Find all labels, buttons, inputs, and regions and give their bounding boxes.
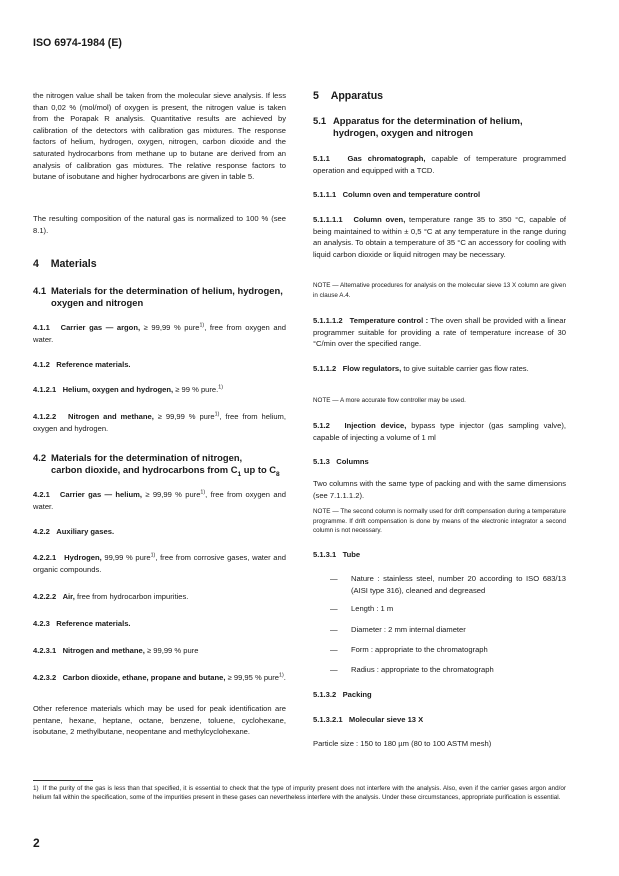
- footnote: 1) If the purity of the gas is less than that specified, it is essential to check that the type of impurity present does not interfere with the analysis. Also, even if the carrier gases argon and/or helium fall within the specification, some of the impurities present in these gases can nevertheless interfere with the analysis. Under these circumstances, appropriate purification is essential.: [33, 785, 567, 802]
- tube-item-nature: — Nature : stainless steel, number 20 according to ISO 683/13 (AISI type 316), cleaned and degreased: [330, 574, 566, 595]
- section-4-1-2-2: 4.1.2.2 Nitrogen and methane, ≥ 99,99 % pure$^{1)}$, free from helium, oxygen and hydrogen.: [33, 411, 286, 433]
- section-4-2-1: 4.2.1 Carrier gas — helium, ≥ 99,99 % pure$^{1)}$, free from oxygen and water.: [33, 489, 286, 511]
- columns-paragraph: Two columns with the same type of packing and with the same dimensions (see 7.1.1.1.2).: [313, 479, 566, 500]
- page-number: 2: [33, 836, 40, 850]
- section-4-1-2: 4.1.2 Reference materials.: [33, 360, 131, 369]
- section-5-heading: 5 Apparatus: [313, 90, 384, 102]
- section-5-1-3-2-1: 5.1.3.2.1 Molecular sieve 13 X: [313, 715, 424, 724]
- section-5-1-2: 5.1.2 Injection device, bypass type injector (gas sampling valve), capable of injecting a volume of 1 ml: [313, 421, 566, 442]
- section-5-1-1-1-1: 5.1.1.1.1 Column oven, temperature range 35 to 350 °C, capable of being maintained to within ± 0,5 °C at any temperature in the range during an analysis. To obtain a temperature of 35 °C an accessory for cooling with liquid carbon dioxide or liquid nitrogen may be necessary.: [313, 215, 566, 259]
- section-4-1-2-1: 4.1.2.1 Helium, oxygen and hydrogen, ≥ 99 % pure.$^{1)}$: [33, 384, 224, 394]
- tube-item-radius: — Radius : appropriate to the chromatograph: [330, 665, 494, 674]
- section-4-2-2-2: 4.2.2.2 Air, free from hydrocarbon impurities.: [33, 592, 189, 601]
- footnote-rule: [33, 780, 93, 781]
- section-4-2-2-1: 4.2.2.1 Hydrogen, 99,99 % pure$^{1)}$, free from corrosive gases, water and organic compounds.: [33, 552, 286, 574]
- note-second-column: NOTE — The second column is normally used for drift compensation during a temperature programme. If drift compensation is done by means of the electronic integrator a second column is not necessary.: [313, 508, 566, 535]
- tube-item-diameter: — Diameter : 2 mm internal diameter: [330, 625, 466, 634]
- section-5-1-3: 5.1.3 Columns: [313, 457, 369, 466]
- section-5-1-1: 5.1.1 Gas chromatograph, capable of temperature programmed operation and equipped with a TCD.: [313, 154, 566, 175]
- section-5-1-1-1-2: 5.1.1.1.2 Temperature control : The oven shall be provided with a linear programmer suitable for providing a rate of temperature increase of 30 °C/min over the specified range.: [313, 316, 566, 349]
- section-4-2-3-1: 4.2.3.1 Nitrogen and methane, ≥ 99,99 % pure: [33, 646, 199, 655]
- other-reference-materials: Other reference materials which may be used for peak identification are pentane, hexane, heptane, octane, benzene, toluene, cyclohexane, isobutane, 2 methylbutane, neopentane and methylcyclohexane.: [33, 704, 286, 737]
- tube-item-form: — Form : appropriate to the chromatograph: [330, 645, 488, 654]
- note-flow-controller: NOTE — A more accurate flow controller may be used.: [313, 397, 466, 404]
- section-4-2-3-2: 4.2.3.2 Carbon dioxide, ethane, propane and butane, ≥ 99,95 % pure$^{1)}$.: [33, 672, 286, 682]
- section-4-heading: 4 Materials: [33, 258, 97, 270]
- section-5-1-1-1: 5.1.1.1 Column oven and temperature control: [313, 190, 481, 199]
- section-5-1-3-2: 5.1.3.2 Packing: [313, 690, 372, 699]
- resulting-paragraph: The resulting composition of the natural gas is normalized to 100 % (see 8.1).: [33, 214, 286, 235]
- tube-item-length: — Length : 1 m: [330, 604, 394, 613]
- section-4-1-1: 4.1.1 Carrier gas — argon, ≥ 99,99 % pure$^{1)}$, free from oxygen and water.: [33, 322, 286, 344]
- section-5-1-1-2: 5.1.1.2 Flow regulators, to give suitable carrier gas flow rates.: [313, 364, 529, 373]
- note-alternative-procedures: NOTE — Alternative procedures for analysis on the molecular sieve 13 X column are given in clause A.4.: [313, 282, 566, 299]
- section-5-1-3-1: 5.1.3.1 Tube: [313, 550, 361, 559]
- intro-paragraph: the nitrogen value shall be taken from the molecular sieve analysis. If less than 0,02 % (mol/mol) of oxygen is present, the nitrogen value is taken from the Porapak R analysis. Quantitative results are achieved by calibration of the detectors with calibration gas mixtures. The response factors of helium, hydrogen, oxygen, nitrogen, carbon dioxide and the saturated hydrocarbons from methane up to butane are derived from an analysis of calibration gas mixtures. The relative response factors to butane of isobutane and higher hydrocarbons are given in table 5.: [33, 91, 286, 182]
- page-header: ISO 6974-1984 (E): [33, 37, 122, 49]
- section-4-2-2: 4.2.2 Auxiliary gases.: [33, 527, 115, 536]
- particle-size: Particle size : 150 to 180 µm (80 to 100 ASTM mesh): [313, 739, 492, 748]
- section-4-2-3: 4.2.3 Reference materials.: [33, 619, 131, 628]
